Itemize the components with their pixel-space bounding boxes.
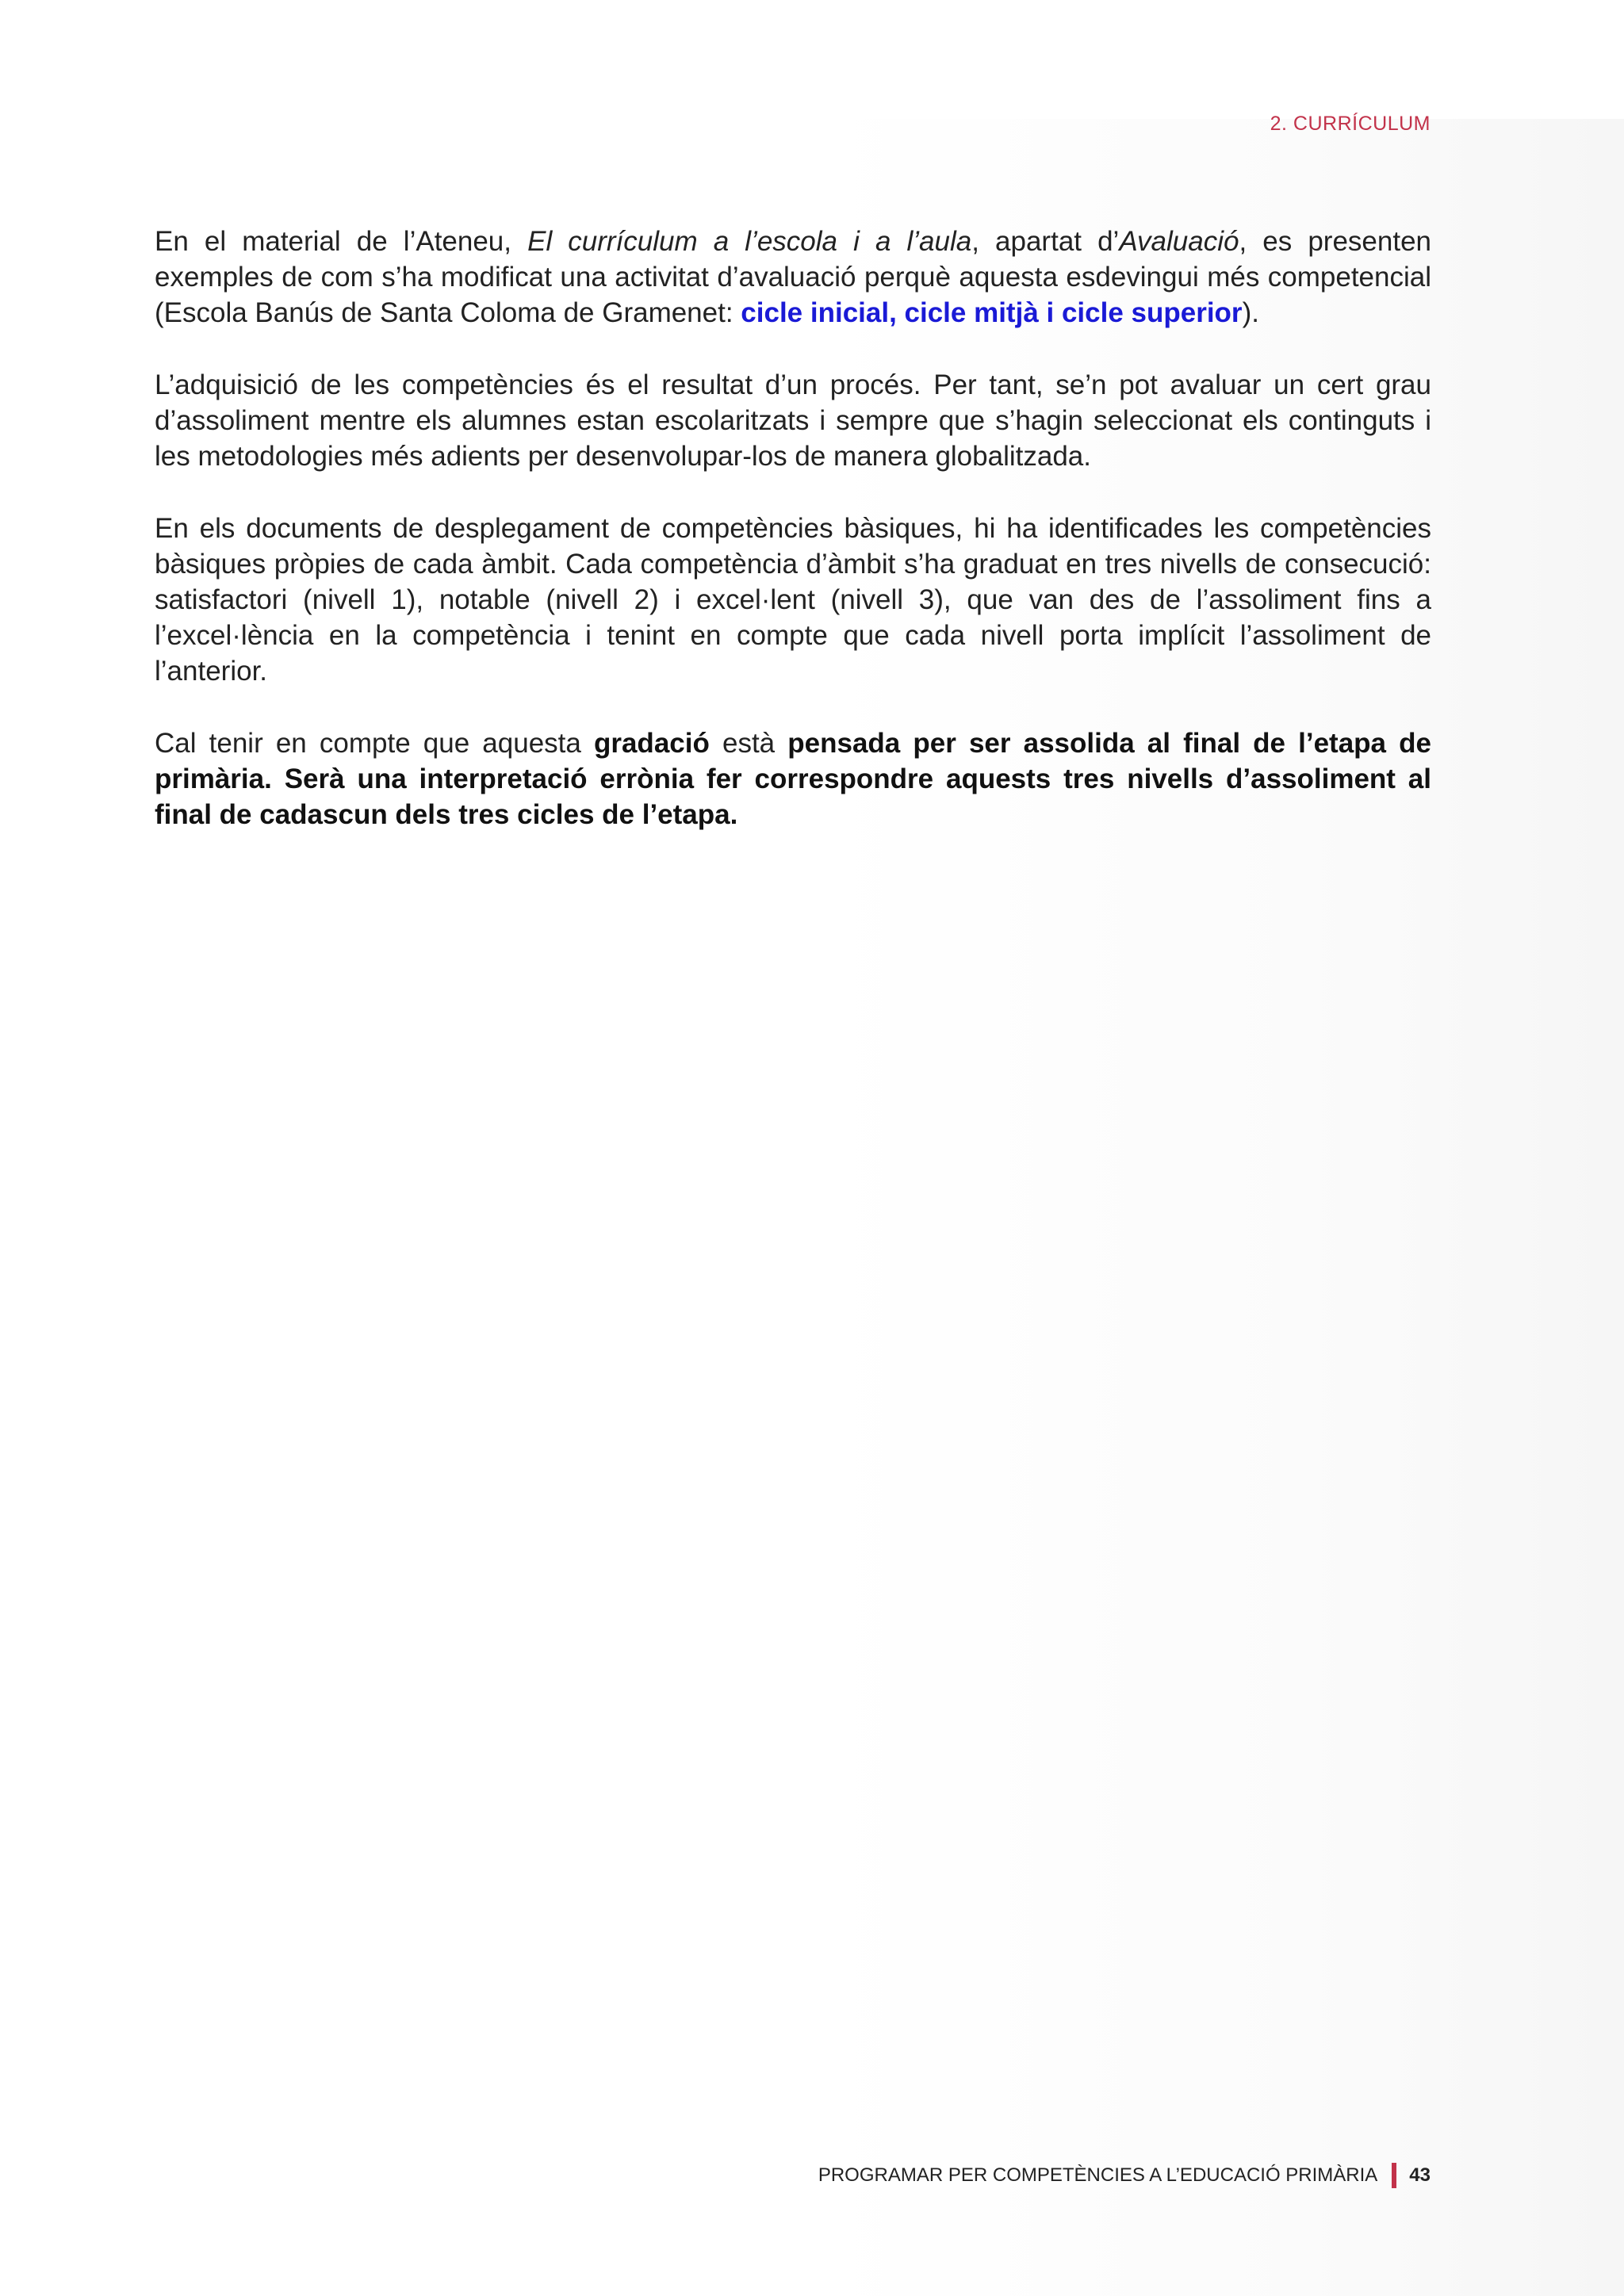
paragraph-3: En els documents de desplegament de competències bàsiques, hi ha identificades les competències bàsiques pròpies de cada àmbit. Cada competència d’àmbit s’ha graduat en tres nivells de consecució: satisfactori (nivell 1), notable (nivell 2) i excel·lent (nivell 3), que van des de l’assoliment fins a l’excel·lència en la competència i tenint en compte que cada nivell porta implícit l’assoliment de l’anterior.: [155, 513, 1431, 687]
paragraph-4: [155, 725, 1431, 832]
emphasis-gradation: gradació: [593, 728, 710, 759]
page-number: 43: [1409, 2164, 1431, 2186]
paragraph-2: L’adquisició de les competències és el resultat d’un procés. Per tant, se’n pot avaluar un cert grau d’assoliment mentre els alumnes estan escolaritzats i sempre que s’hagin seleccionat els continguts i les metodologies més adients per desenvolupar-los de manera globalitzada.: [155, 369, 1431, 472]
publication-title: El currículum a l’escola i a l’aula: [527, 226, 972, 257]
page-footer: [818, 2163, 1431, 2188]
paragraph-1-text: , apartat d’: [971, 226, 1120, 257]
paragraph-1: [155, 224, 1431, 331]
running-header: 2. CURRÍCULUM: [1270, 113, 1431, 135]
emphasis-statement: pensada per ser assolida al final de l’etapa de primària. Serà una interpretació errònia fer correspondre aquests tres nivells d’assoliment al final de cadascun dels tres cicles de l’etapa.: [155, 728, 1431, 830]
section-title: Avaluació: [1119, 226, 1239, 257]
paragraph-4-text: Cal tenir en compte que aquesta: [155, 728, 594, 759]
cycles-link[interactable]: cicle inicial, cicle mitjà i cicle superior: [741, 297, 1243, 328]
footer-title: PROGRAMAR PER COMPETÈNCIES A L’EDUCACIÓ PRIMÀRIA: [818, 2164, 1378, 2186]
paragraph-1-text: En el material de l’Ateneu,: [155, 226, 528, 257]
paragraph-1-text: , es presenten exemples de com s’ha modificat una activitat d’avaluació perquè aquesta esdevingui més competencial (Escola Banús de Santa Coloma de Gramenet:: [155, 226, 1432, 328]
paragraph-1-text: ).: [1242, 297, 1259, 328]
paragraph-4-text: està: [709, 728, 788, 759]
main-text: [155, 224, 1431, 869]
footer-divider: [1392, 2163, 1396, 2188]
